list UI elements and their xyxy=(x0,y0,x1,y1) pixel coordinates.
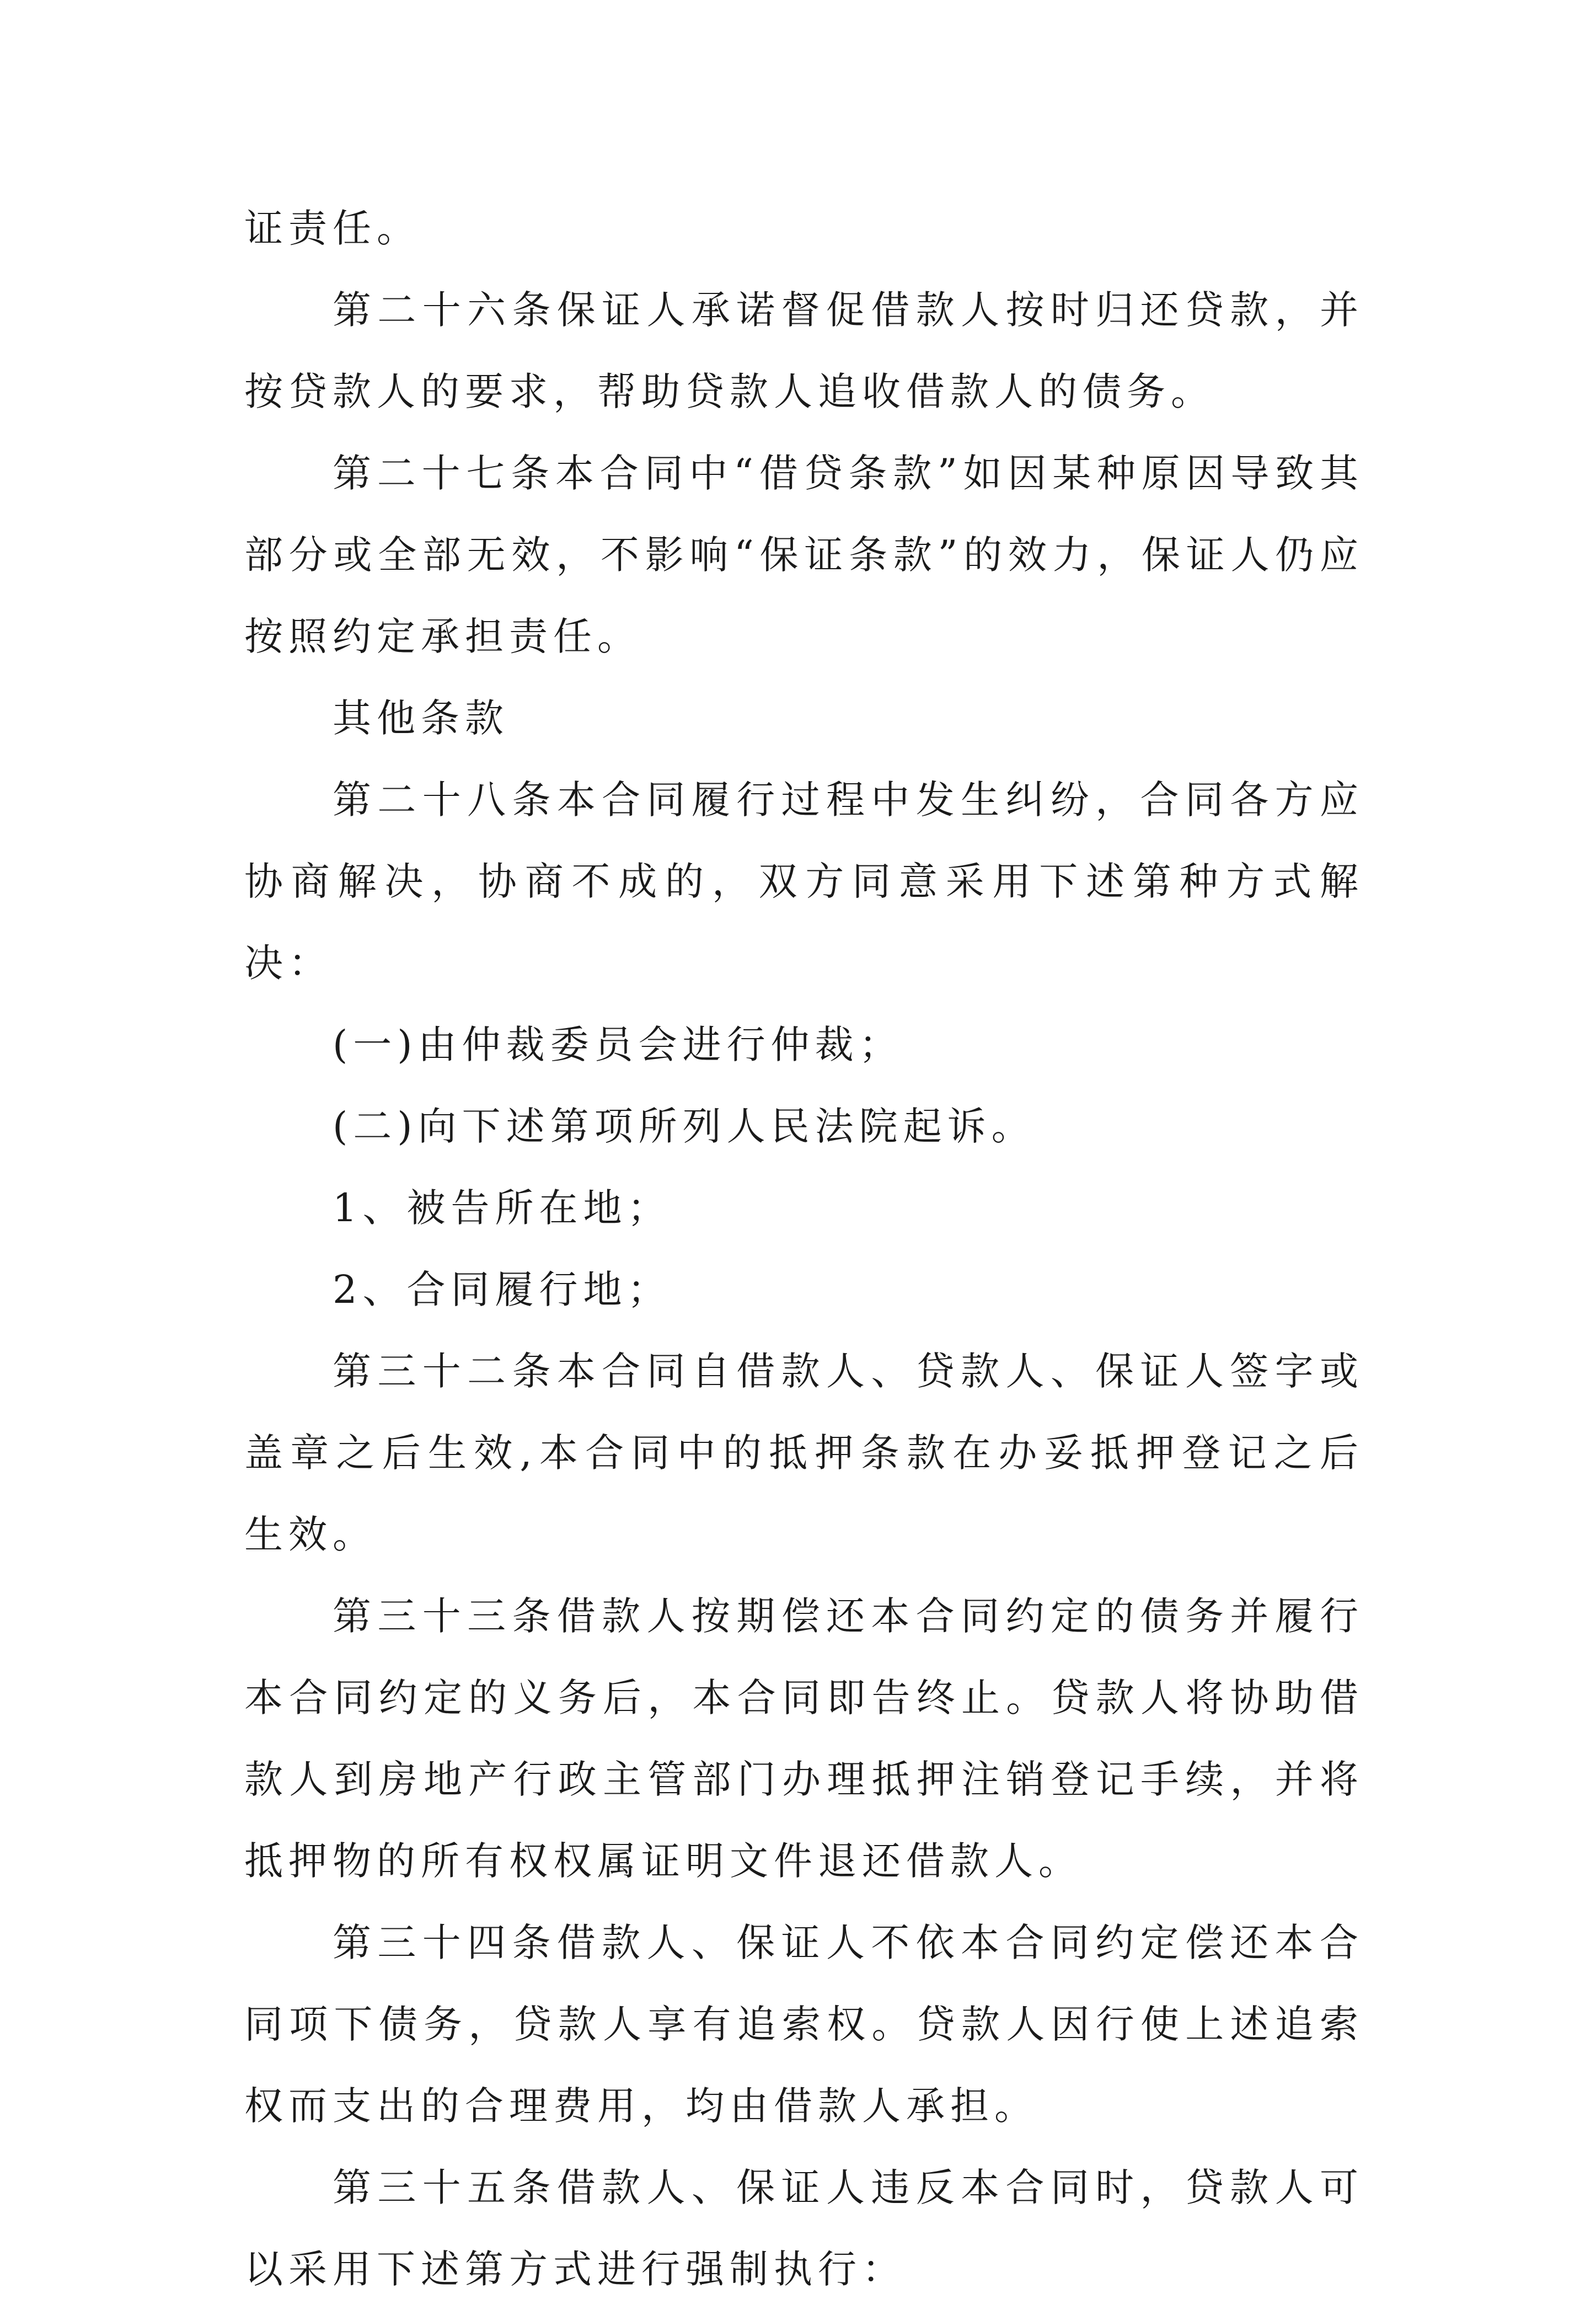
paragraph-continuation: 证责任。 xyxy=(244,206,421,251)
paragraph-article-32: 第三十二条本合同自借款人、贷款人、保证人签字或盖章之后生效,本合同中的抵押条款在办妥抵押登记之后生效。 xyxy=(244,1349,1364,1557)
section-heading-other-terms: 其他条款 xyxy=(333,696,509,741)
paragraph-article-26: 第二十六条保证人承诺督促借款人按时归还贷款，并按贷款人的要求，帮助贷款人追收借款人的债务。 xyxy=(244,287,1364,414)
paragraph-article-27: 第二十七条本合同中“借贷条款”如因某种原因导致其部分或全部无效，不影响“保证条款”的效力，保证人仍应按照约定承担责任。 xyxy=(244,451,1364,659)
paragraph-item-1: 1、被告所在地； xyxy=(333,1185,672,1231)
paragraph-article-33: 第三十三条借款人按期偿还本合同约定的债务并履行本合同约定的义务后，本合同即告终止。贷款人将协助借款人到房地产行政主管部门办理抵押注销登记手续，并将抵押物的所有权权属证明文件退还借款人。 xyxy=(244,1594,1364,1884)
paragraph-article-35: 第三十五条借款人、保证人违反本合同时，贷款人可以采用下述第方式进行强制执行： xyxy=(244,2165,1364,2292)
paragraph-article-28: 第二十八条本合同履行过程中发生纠纷，合同各方应协商解决，协商不成的，双方同意采用下述第种方式解决： xyxy=(244,777,1364,986)
paragraph-option-2: (二)向下述第项所列人民法院起诉。 xyxy=(333,1104,1036,1149)
paragraph-option-1: (一)由仲裁委员会进行仲裁； xyxy=(333,1022,903,1067)
paragraph-item-2: 2、合同履行地； xyxy=(333,1267,672,1312)
document-body xyxy=(244,188,1364,2310)
paragraph-article-34: 第三十四条借款人、保证人不依本合同约定偿还本合同项下债务，贷款人享有追索权。贷款人因行使上述追索权而支出的合理费用，均由借款人承担。 xyxy=(244,1920,1364,2129)
